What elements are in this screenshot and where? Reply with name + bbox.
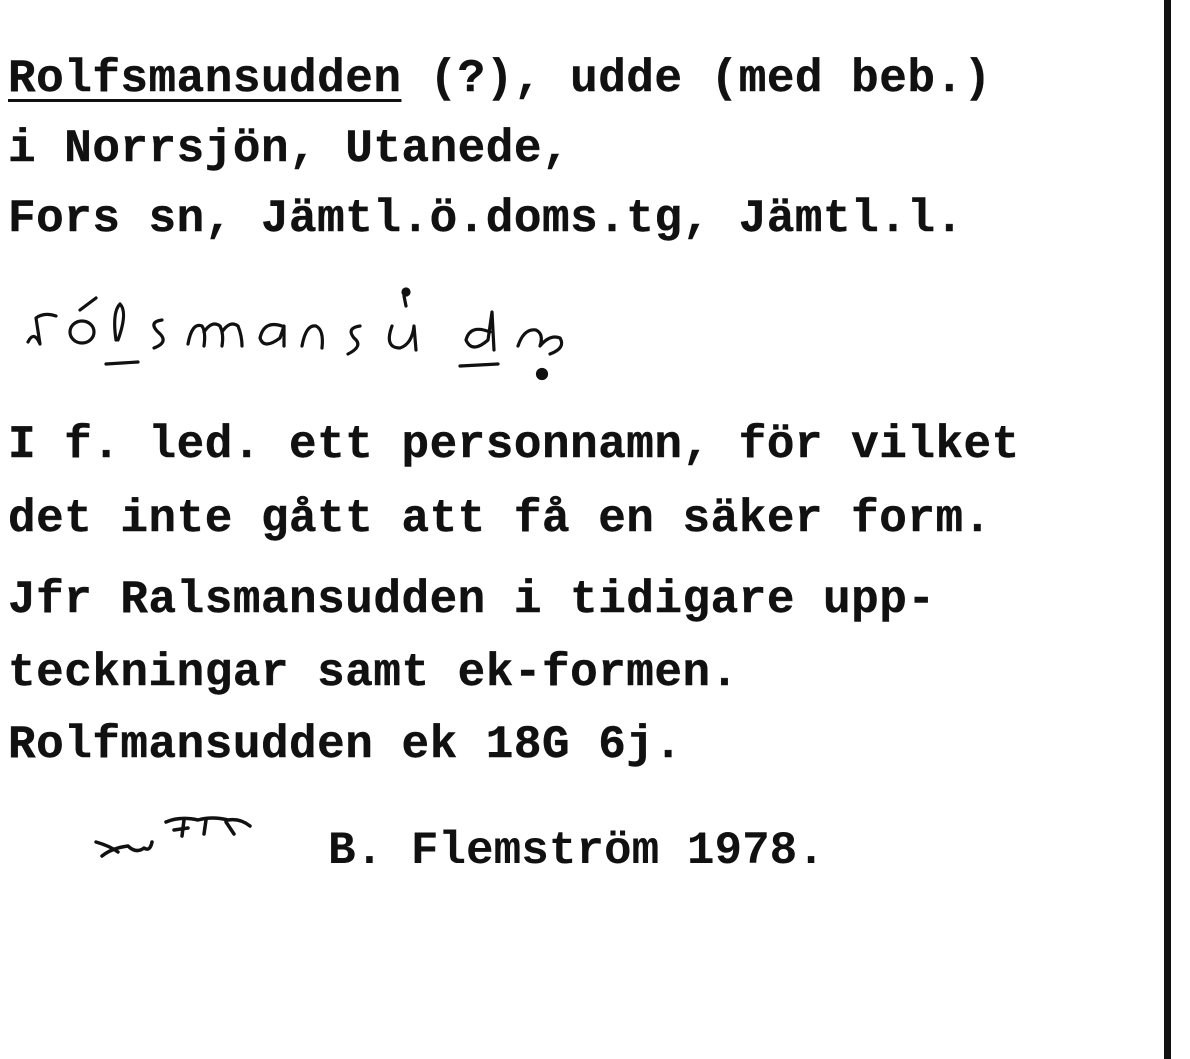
entry-line-3: Fors sn, Jämtl.ö.doms.tg, Jämtl.l. bbox=[8, 193, 964, 245]
handwritten-initials bbox=[88, 808, 268, 878]
entry-line-1 bbox=[8, 52, 992, 106]
entry-line-2: i Norrsjön, Utanede, bbox=[8, 123, 571, 175]
card-right-edge bbox=[1164, 0, 1171, 1059]
handwritten-phonetic-transcription bbox=[20, 282, 690, 392]
entry-line-7: Jfr Ralsmansudden i tidigare upp- bbox=[8, 574, 936, 626]
signature-line: B. Flemström 1978. bbox=[328, 825, 825, 877]
headword: Rolfsmansudden bbox=[8, 53, 402, 105]
entry-line-5: I f. led. ett personnamn, för vilket bbox=[8, 419, 1020, 471]
entry-line-9: Rolfmansudden ek 18G 6j. bbox=[8, 719, 683, 771]
entry-line-6: det inte gått att få en säker form. bbox=[8, 493, 992, 545]
entry-line-1-rest: (?), udde (med beb.) bbox=[401, 53, 992, 105]
entry-line-8: teckningar samt ek-formen. bbox=[8, 647, 739, 699]
